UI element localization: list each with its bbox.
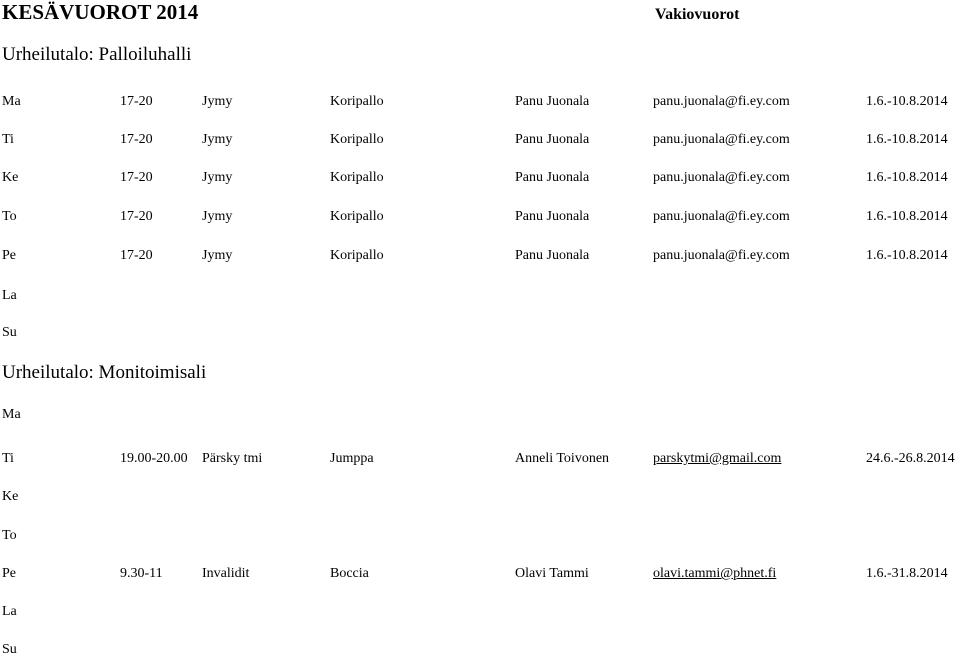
cell-time: 17-20: [120, 248, 153, 263]
cell-day: Ti: [2, 132, 14, 147]
cell-person: Olavi Tammi: [515, 566, 589, 581]
cell-time: 17-20: [120, 170, 153, 185]
schedule-row: [0, 168, 960, 188]
cell-day: Ke: [2, 489, 19, 504]
cell-day: Pe: [2, 248, 16, 263]
cell-sport: Jumppa: [330, 451, 374, 466]
cell-day: La: [2, 604, 17, 619]
schedule-row: [0, 564, 960, 584]
email-link[interactable]: panu.juonala@fi.ey.com: [653, 209, 790, 224]
document-label: Vakiovuorot: [655, 6, 740, 23]
cell-club: Invalidit: [202, 566, 250, 581]
schedule-row: [0, 130, 960, 150]
cell-day: Su: [2, 642, 17, 657]
cell-day: Ke: [2, 170, 19, 185]
cell-day: To: [2, 209, 17, 224]
email-link[interactable]: panu.juonala@fi.ey.com: [653, 94, 790, 109]
cell-club: Jymy: [202, 209, 233, 224]
cell-time: 17-20: [120, 132, 153, 147]
cell-time: 19.00-20.00: [120, 451, 188, 466]
cell-period: 1.6.-10.8.2014: [866, 94, 948, 109]
cell-sport: Boccia: [330, 566, 369, 581]
email-link[interactable]: panu.juonala@fi.ey.com: [653, 132, 790, 147]
email-link[interactable]: panu.juonala@fi.ey.com: [653, 170, 790, 185]
cell-club: Jymy: [202, 170, 233, 185]
cell-person: Anneli Toivonen: [515, 451, 610, 466]
cell-time: 9.30-11: [120, 566, 163, 581]
cell-sport: Koripallo: [330, 94, 384, 109]
cell-club: Pärsky tmi: [202, 451, 263, 466]
cell-period: 1.6.-10.8.2014: [866, 248, 948, 263]
email-link[interactable]: panu.juonala@fi.ey.com: [653, 248, 790, 263]
cell-sport: Koripallo: [330, 209, 384, 224]
schedule-row: [0, 449, 960, 469]
schedule-row: [0, 602, 960, 622]
cell-club: Jymy: [202, 132, 233, 147]
cell-club: Jymy: [202, 94, 233, 109]
cell-club: Jymy: [202, 248, 233, 263]
schedule-row: [0, 286, 960, 306]
cell-time: 17-20: [120, 94, 153, 109]
schedule-row: [0, 526, 960, 546]
document-title: KESÄVUOROT 2014: [2, 0, 199, 24]
cell-period: 1.6.-10.8.2014: [866, 209, 948, 224]
cell-sport: Koripallo: [330, 170, 384, 185]
cell-person: Panu Juonala: [515, 94, 590, 109]
cell-day: Ma: [2, 94, 21, 109]
schedule-row: [0, 92, 960, 112]
email-link[interactable]: olavi.tammi@phnet.fi: [653, 566, 777, 581]
cell-sport: Koripallo: [330, 248, 384, 263]
schedule-row: [0, 323, 960, 343]
cell-person: Panu Juonala: [515, 170, 590, 185]
schedule-row: [0, 246, 960, 266]
cell-period: 1.6.-10.8.2014: [866, 170, 948, 185]
cell-period: 24.6.-26.8.2014: [866, 451, 955, 466]
cell-day: Ma: [2, 407, 21, 422]
cell-time: 17-20: [120, 209, 153, 224]
cell-person: Panu Juonala: [515, 209, 590, 224]
email-link[interactable]: parskytmi@gmail.com: [653, 451, 782, 466]
schedule-row: [0, 487, 960, 507]
cell-day: La: [2, 288, 17, 303]
schedule-row: [0, 640, 960, 660]
section-title: Urheilutalo: Palloiluhalli: [2, 44, 192, 65]
cell-period: 1.6.-31.8.2014: [866, 566, 948, 581]
cell-day: To: [2, 528, 17, 543]
cell-day: Pe: [2, 566, 16, 581]
cell-person: Panu Juonala: [515, 132, 590, 147]
cell-person: Panu Juonala: [515, 248, 590, 263]
cell-day: Ti: [2, 451, 14, 466]
cell-period: 1.6.-10.8.2014: [866, 132, 948, 147]
cell-day: Su: [2, 325, 17, 340]
section-title: Urheilutalo: Monitoimisali: [2, 362, 207, 383]
schedule-row: [0, 405, 960, 425]
cell-sport: Koripallo: [330, 132, 384, 147]
schedule-row: [0, 207, 960, 227]
